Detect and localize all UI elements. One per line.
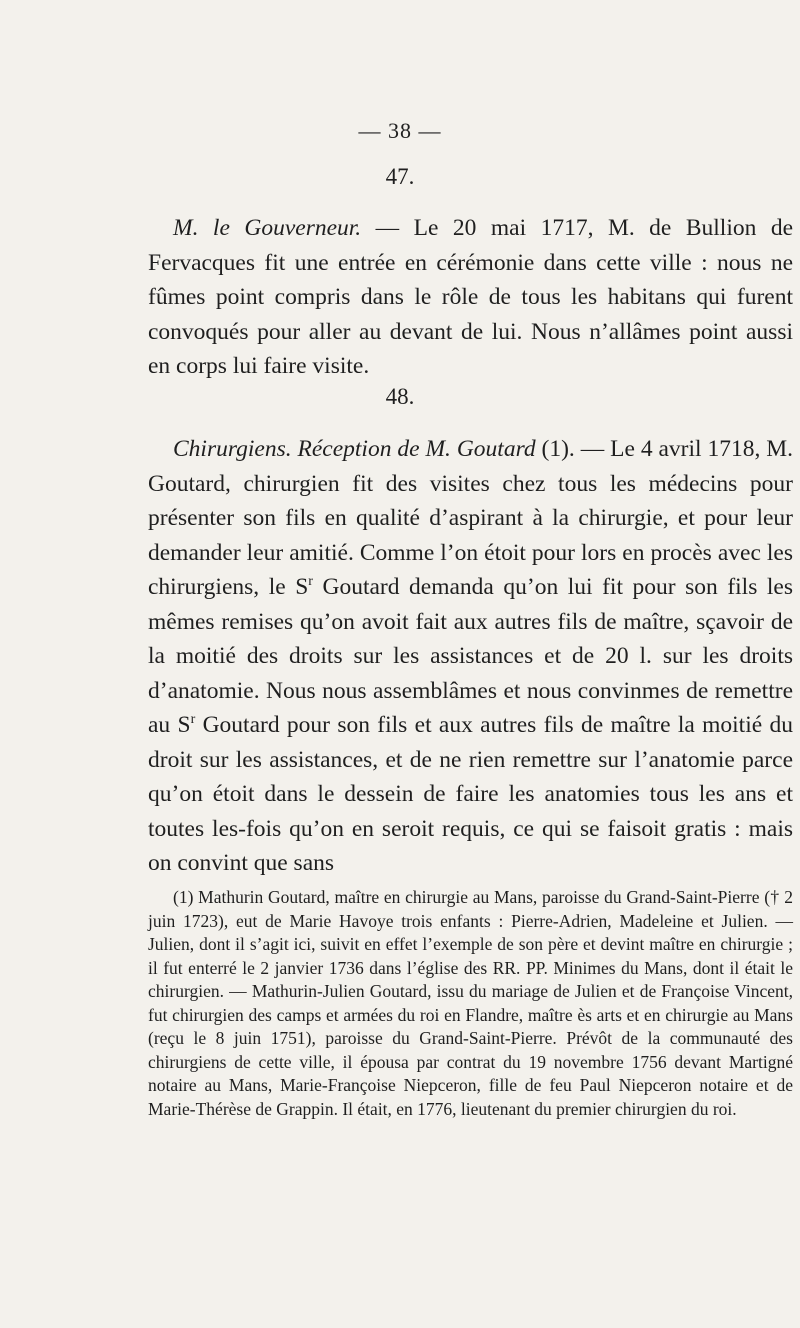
paragraph-48-text-b: Goutard demanda qu’on lui fit pour son fils les mêmes remises qu’on avoit fait aux autres fils de maître, sçavoir de la moitié des droits sur les assistances et de 20 l. sur les droits d’anatomie. Nous nous assemblâmes et nous convinmes de remettre au S: [148, 574, 793, 738]
paragraph-47: [148, 211, 793, 384]
paragraph-48: [148, 432, 793, 881]
paragraph-48-text-a: — Le 4 avril 1718, M. Goutard, chirurgien fit des visites chez tous les médecins pour présenter son fils en qualité d’aspirant à la chirurgie, et pour leur demander leur amitié. Comme l’on étoit pour lors en procès avec les chirurgiens, le S: [148, 436, 794, 600]
section-heading-48: Chirurgiens. Réception de M. Goutard: [173, 436, 536, 462]
section-number-47: 47.: [385, 164, 415, 189]
paragraph-47-text: — Le 20 mai 1717, M. de Bullion de Fervacques fit une entrée en cérémonie dans cette ville : nous ne fûmes point compris dans le rôle de tous les habitans qui furent convoqués pour aller au devant de lui. Nous n’allâmes point aussi en corps lui faire visite.: [148, 215, 794, 379]
footnote-reference: (1).: [541, 436, 575, 462]
footnote-text: (1) Mathurin Goutard, maître en chirurgie au Mans, paroisse du Grand-Saint-Pierre († 2 juin 1723), eut de Marie Havoye trois enfants : Pierre-Adrien, Madeleine et Julien. — Julien, dont il s’agit ici, suivit en effet l’exemple de son père et devint maître en chirurgie ; il fut enterré le 2 janvier 1736 dans l’église des RR. PP. Minimes du Mans, dont il était le chirurgien. — Mathurin-Julien Goutard, issu du mariage de Julien et de Françoise Vincent, fut chirurgien des camps et armées du roi en Flandre, maître ès arts et en chirurgie au Mans (reçu le 8 juin 1751), paroisse du Grand-Saint-Pierre. Prévôt de la communauté des chirurgiens de cette ville, il épousa par contrat du 19 novembre 1756 devant Martigné notaire au Mans, Marie-Françoise Niepceron, fille de feu Paul Niepceron notaire et de Marie-Thérèse de Grappin. Il était, en 1776, lieutenant du premier chirurgien du roi.: [148, 887, 793, 1119]
paragraph-48-text-c: Goutard pour son fils et aux autres fils de maître la moitié du droit sur les assistances, et de ne rien remettre sur l’anatomie parce qu’on étoit dans le dessein de faire les anatomies tous les ans et toutes les-fois qu’on en seroit requis, ce qui se faisoit gratis : mais on convint que sans: [148, 712, 793, 876]
superscript-r: r: [190, 712, 196, 728]
superscript-r: r: [308, 574, 313, 590]
page-number: — 38 —: [358, 118, 442, 143]
footnote: [148, 886, 793, 1121]
section-number-48: 48.: [385, 384, 415, 409]
section-heading-47: M. le Gouverneur.: [173, 215, 362, 241]
